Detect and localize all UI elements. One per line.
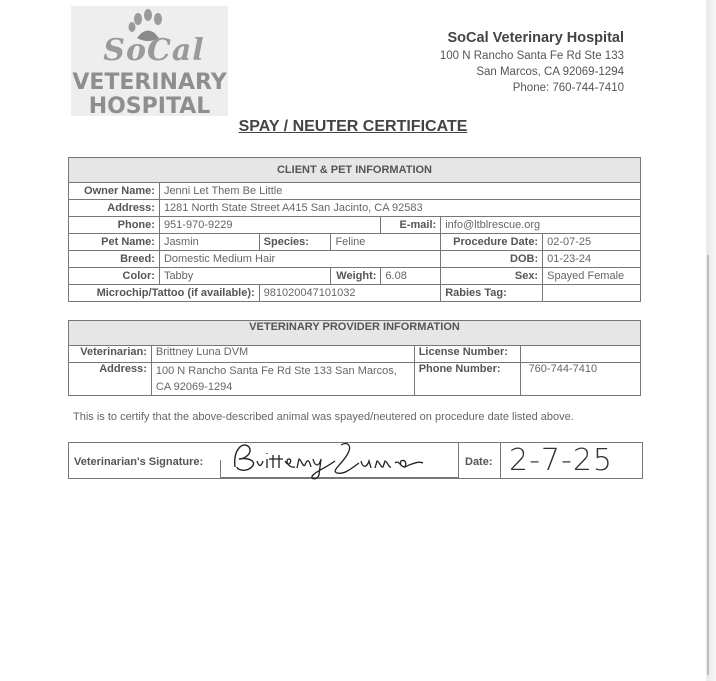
provider-table bbox=[68, 320, 641, 396]
date-divider-right bbox=[500, 443, 501, 478]
logo-script-text: SoCal bbox=[103, 33, 205, 68]
license-number-value bbox=[520, 346, 640, 363]
procedure-date-value: 02-07-25 bbox=[543, 234, 641, 251]
handwritten-signature bbox=[229, 437, 449, 483]
dob-value: 01-23-24 bbox=[543, 251, 641, 268]
signature-box bbox=[68, 442, 643, 479]
provider-address-label: Address: bbox=[69, 363, 152, 396]
procedure-date-label: Procedure Date: bbox=[441, 234, 543, 251]
certificate-title-text: SPAY / NEUTER CERTIFICATE bbox=[238, 118, 468, 135]
veterinarian-value: Brittney Luna DVM bbox=[151, 346, 414, 363]
breed-label: Breed: bbox=[69, 251, 160, 268]
provider-section-header: VETERINARY PROVIDER INFORMATION bbox=[69, 321, 641, 346]
provider-address-value bbox=[151, 363, 414, 396]
microchip-value: 981020047101032 bbox=[259, 285, 441, 302]
client-pet-table bbox=[68, 157, 641, 302]
signature-label: Veterinarian's Signature: bbox=[74, 456, 204, 468]
page-edge-shadow bbox=[707, 255, 709, 675]
pet-name-value: Jasmin bbox=[159, 234, 259, 251]
pet-name-label: Pet Name: bbox=[69, 234, 160, 251]
breed-value: Domestic Medium Hair bbox=[159, 251, 440, 268]
hospital-name: SoCal Veterinary Hospital bbox=[447, 30, 624, 46]
provider-address-line-2: CA 92069-1294 bbox=[155, 381, 233, 393]
dob-label: DOB: bbox=[441, 251, 543, 268]
veterinarian-label: Veterinarian: bbox=[69, 346, 152, 363]
address-label: Address: bbox=[69, 200, 160, 217]
hospital-address-2: San Marcos, CA 92069-1294 bbox=[476, 66, 624, 78]
species-value: Feline bbox=[331, 234, 441, 251]
hospital-logo bbox=[71, 6, 228, 119]
phone-value: 951-970-9229 bbox=[159, 217, 380, 234]
license-number-label: License Number: bbox=[414, 346, 520, 363]
provider-phone-value: 760-744-7410 bbox=[520, 363, 640, 396]
rabies-tag-label: Rabies Tag: bbox=[441, 285, 543, 302]
weight-label: Weight: bbox=[331, 268, 381, 285]
hospital-address-1: 100 N Rancho Santa Fe Rd Ste 133 bbox=[439, 50, 624, 62]
provider-address-line-1: 100 N Rancho Santa Fe Rd Ste 133 San Marcos, bbox=[155, 365, 397, 377]
species-label: Species: bbox=[259, 234, 331, 251]
sex-value: Spayed Female bbox=[543, 268, 641, 285]
date-label: Date: bbox=[465, 456, 493, 468]
sex-label: Sex: bbox=[441, 268, 543, 285]
email-label: E-mail: bbox=[381, 217, 441, 234]
address-value: 1281 North State Street A415 San Jacinto, CA 92583 bbox=[159, 200, 640, 217]
date-divider-left bbox=[458, 443, 459, 478]
certification-statement: This is to certify that the above-described animal was spayed/neutered on procedure date listed above. bbox=[73, 411, 574, 423]
logo-line-1: VETERINARY bbox=[72, 70, 227, 95]
hospital-contact-block bbox=[440, 28, 624, 96]
hospital-phone: Phone: 760-744-7410 bbox=[512, 82, 624, 94]
phone-label: Phone: bbox=[69, 217, 160, 234]
provider-phone-label: Phone Number: bbox=[414, 363, 520, 396]
weight-value: 6.08 bbox=[381, 268, 441, 285]
logo-line-2: HOSPITAL bbox=[88, 94, 211, 119]
handwritten-date: 2-7-25 bbox=[509, 443, 613, 478]
microchip-label: Microchip/Tattoo (if available): bbox=[69, 285, 260, 302]
client-section-header: CLIENT & PET INFORMATION bbox=[69, 158, 641, 183]
owner-label: Owner Name: bbox=[69, 183, 160, 200]
rabies-tag-value bbox=[543, 285, 641, 302]
owner-value: Jenni Let Them Be Little bbox=[159, 183, 640, 200]
color-label: Color: bbox=[69, 268, 160, 285]
signature-divider bbox=[220, 460, 221, 478]
certificate-title bbox=[0, 118, 706, 136]
email-value: info@ltblrescue.org bbox=[441, 217, 641, 234]
color-value: Tabby bbox=[159, 268, 331, 285]
